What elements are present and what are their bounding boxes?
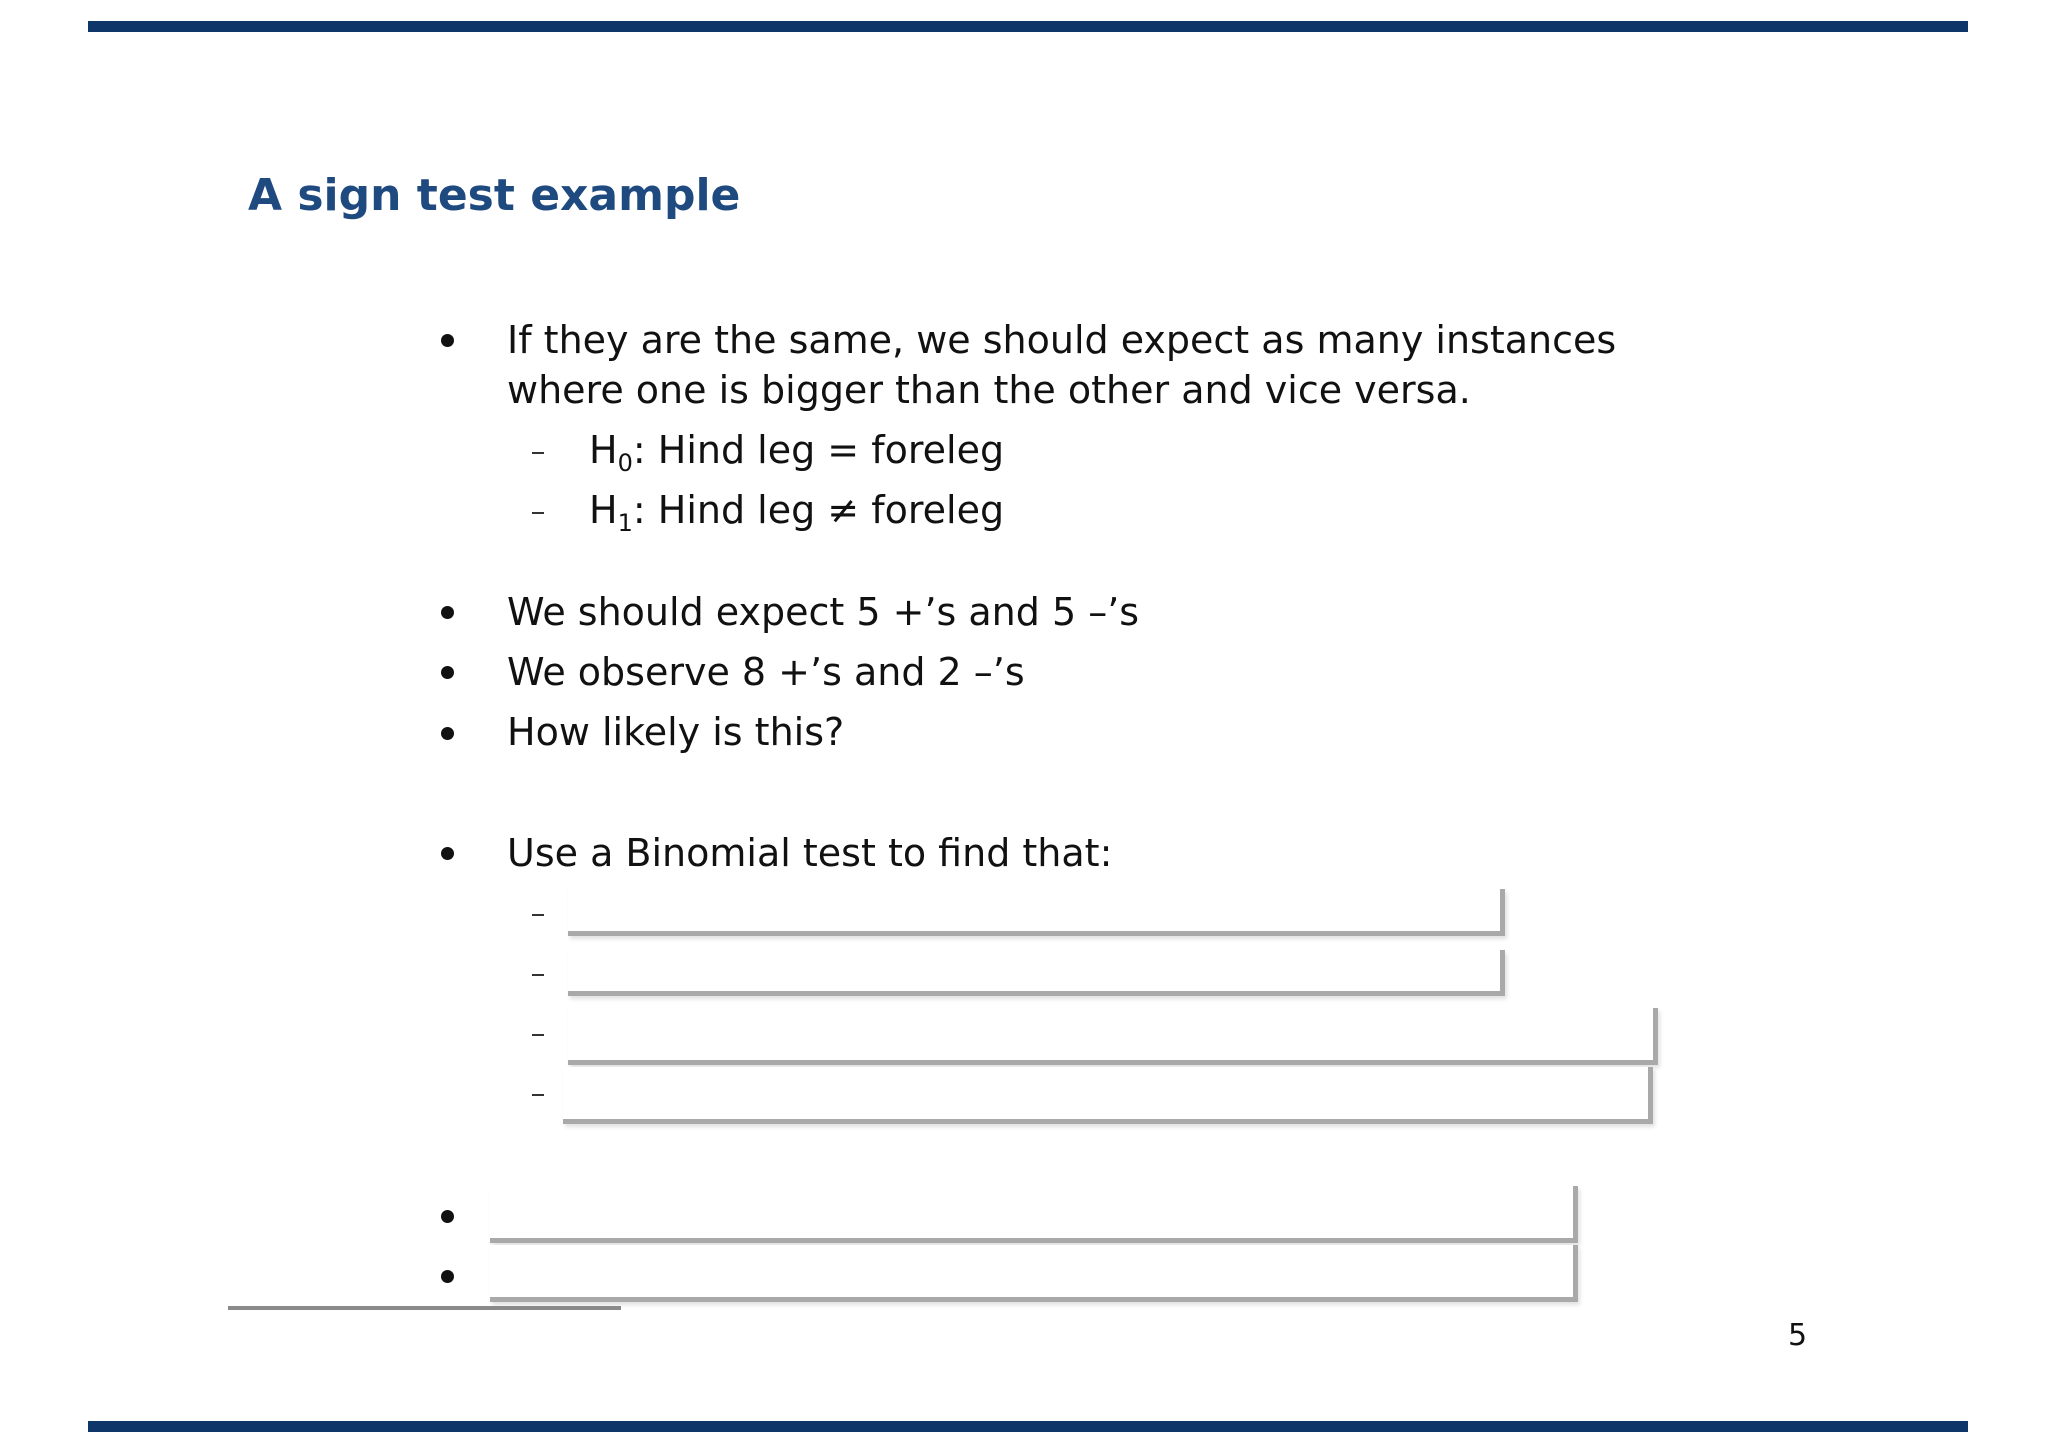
- hypothesis-letter: H: [589, 488, 618, 532]
- bullet-dot: [441, 847, 454, 860]
- hidden-answer-box: [563, 1067, 1653, 1124]
- hypothesis-letter: H: [589, 428, 618, 472]
- hidden-answer-box: [568, 889, 1505, 936]
- sub-bullet-dash: [532, 974, 544, 976]
- bottom-rule: [88, 1421, 1968, 1432]
- bullet-dot: [441, 727, 454, 740]
- sub-bullet-dash: [532, 1034, 544, 1036]
- slide-title: A sign test example: [248, 170, 741, 221]
- null-hypothesis: [589, 425, 1004, 475]
- bullet-text: Use a Binomial test to find that:: [507, 831, 1113, 875]
- page-number: 5: [1788, 1318, 1808, 1353]
- hypothesis-text: : Hind leg = foreleg: [632, 428, 1005, 472]
- bullet-dot: [441, 606, 454, 619]
- top-rule: [88, 21, 1968, 32]
- hypothesis-subscript: 1: [617, 509, 633, 537]
- hidden-answer-box: [490, 1186, 1578, 1243]
- hidden-answer-box: [568, 950, 1505, 996]
- sub-bullet-dash: [532, 914, 544, 916]
- sub-bullet-dash: [532, 512, 544, 514]
- bullet-text-continuation: where one is bigger than the other and vice versa.: [507, 368, 1471, 412]
- bullet-text: We should expect 5 +’s and 5 –’s: [507, 590, 1140, 634]
- sub-bullet-dash: [532, 1094, 544, 1096]
- bullet-text: If they are the same, we should expect as many instances: [507, 318, 1617, 362]
- bullet-dot: [441, 666, 454, 679]
- hypothesis-text: : Hind leg ≠ foreleg: [632, 488, 1005, 532]
- alternative-hypothesis: [589, 485, 1004, 535]
- sub-bullet-dash: [532, 452, 544, 454]
- hidden-answer-box: [568, 1008, 1658, 1065]
- bullet-dot: [441, 334, 454, 347]
- bullet-text: How likely is this?: [507, 710, 845, 754]
- hidden-answer-box: [490, 1245, 1578, 1302]
- bullet-text: We observe 8 +’s and 2 –’s: [507, 650, 1025, 694]
- bullet-dot: [441, 1210, 454, 1223]
- bullet-dot: [441, 1270, 454, 1283]
- hypothesis-subscript: 0: [617, 449, 633, 477]
- footer-divider: [228, 1306, 621, 1310]
